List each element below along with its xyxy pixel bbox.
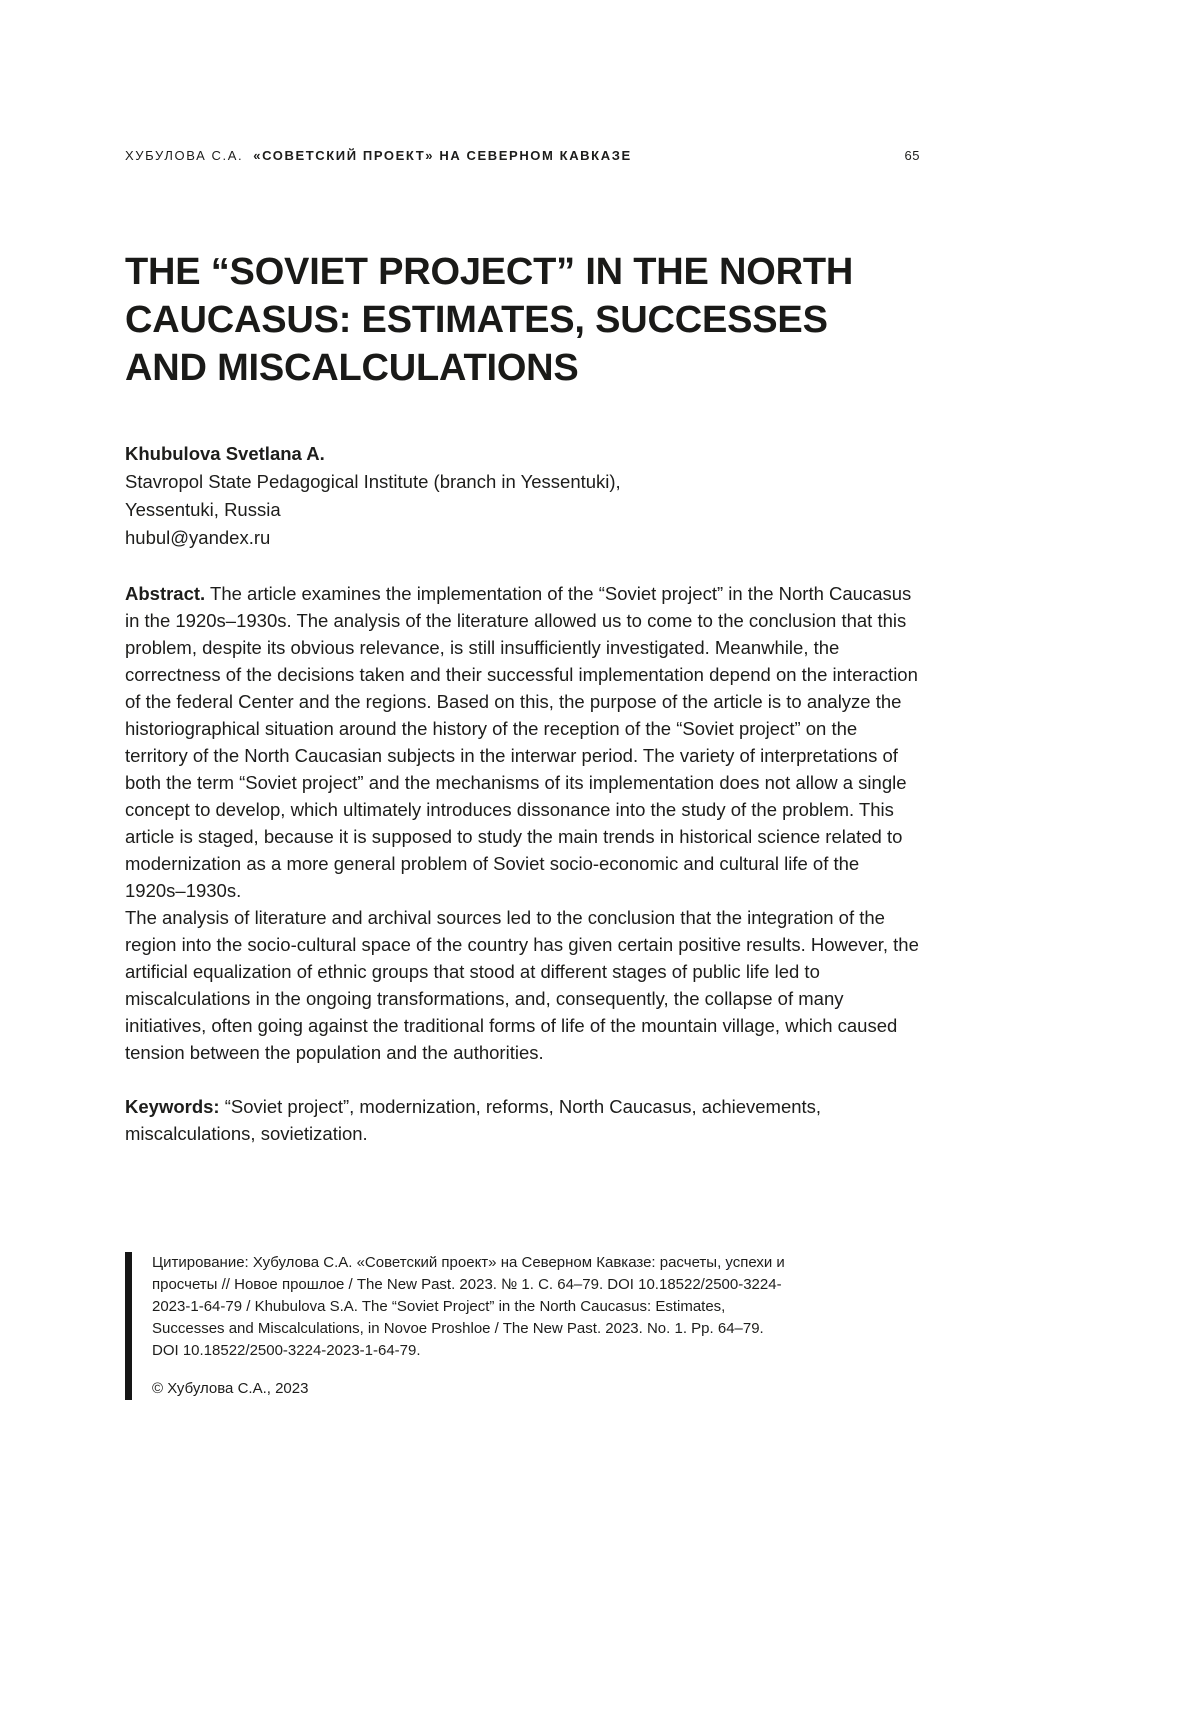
abstract-text-1: The article examines the implementation of the “Soviet project” in the North Caucasus in the 1920s–1930s. The analysis of the literature allowed us to come to the conclusion that this problem, despite its obvious relevance, is still insufficiently investigated. Meanwhile, the correctness of the decisions taken and their successful implementation depend on the interaction of the federal Center and the regions. Based on this, the purpose of the article is to analyze the historiographical situation around the history of the reception of the “Soviet project” on the territory of the North Caucasian subjects in the interwar period. The variety of interpretations of both the term “Soviet project” and the mechanisms of its implementation does not allow a single concept to develop, which ultimately introduces dissonance into the study of the problem. This article is staged, because it is supposed to study the main trends in historical science related to modernization as a more general problem of Soviet socio-economic and cultural life of the 1920s–1930s. (125, 583, 918, 901)
running-head-author: ХУБУЛОВА С.А. (125, 148, 244, 163)
keywords-paragraph (125, 1093, 920, 1147)
abstract-paragraph-2: The analysis of literature and archival sources led to the conclusion that the integration of the region into the socio-cultural space of the country has given certain positive results. However, the artificial equalization of ethnic groups that stood at different stages of public life led to miscalculations in the ongoing transformations, and, consequently, the collapse of many initiatives, often going against the traditional forms of life of the mountain village, which caused tension between the population and the authorities. (125, 907, 919, 1063)
page-content (125, 148, 920, 1400)
abstract-label: Abstract. (125, 583, 206, 604)
keywords-text: “Soviet project”, modernization, reforms, North Caucasus, achievements, miscalculations, sovietization. (125, 1096, 822, 1144)
keywords-section (125, 1093, 920, 1147)
article-title: THE “SOVIET PROJECT” IN THE NORTH CAUCASUS: ESTIMATES, SUCCESSES AND MISCALCULATIONS (125, 251, 854, 389)
copyright-line: © Хубулова С.А., 2023 (152, 1380, 309, 1397)
abstract-paragraph-1 (125, 580, 920, 904)
author-name: Khubulova Svetlana A. (125, 443, 325, 464)
citation-text: Цитирование: Хубулова С.А. «Советский проект» на Северном Кавказе: расчеты, успехи и просчеты // Новое прошлое / The New Past. 2023. № 1. С. 64–79. DOI 10.18522/2500-3224-2023-1-64-79 / Khubulova S.A. The “Soviet Project” in the North Caucasus: Estimates, Successes and Miscalculations, in Novoe Proshloe / The New Past. 2023. No. 1. Pp. 64–79. DOI 10.18522/2500-3224-2023-1-64-79. (152, 1254, 785, 1359)
running-head (125, 148, 920, 164)
running-head-title: «СОВЕТСКИЙ ПРОЕКТ» НА СЕВЕРНОМ КАВКАЗЕ (253, 148, 632, 163)
running-head-text (125, 148, 632, 164)
author-block (125, 440, 920, 552)
page-number: 65 (904, 148, 920, 163)
author-affiliation: Stavropol State Pedagogical Institute (branch in Yessentuki), (125, 471, 621, 492)
citation-block (125, 1252, 920, 1400)
keywords-label: Keywords: (125, 1096, 220, 1117)
author-email: hubul@yandex.ru (125, 527, 271, 548)
author-city: Yessentuki, Russia (125, 499, 281, 520)
abstract-section (125, 580, 920, 1066)
